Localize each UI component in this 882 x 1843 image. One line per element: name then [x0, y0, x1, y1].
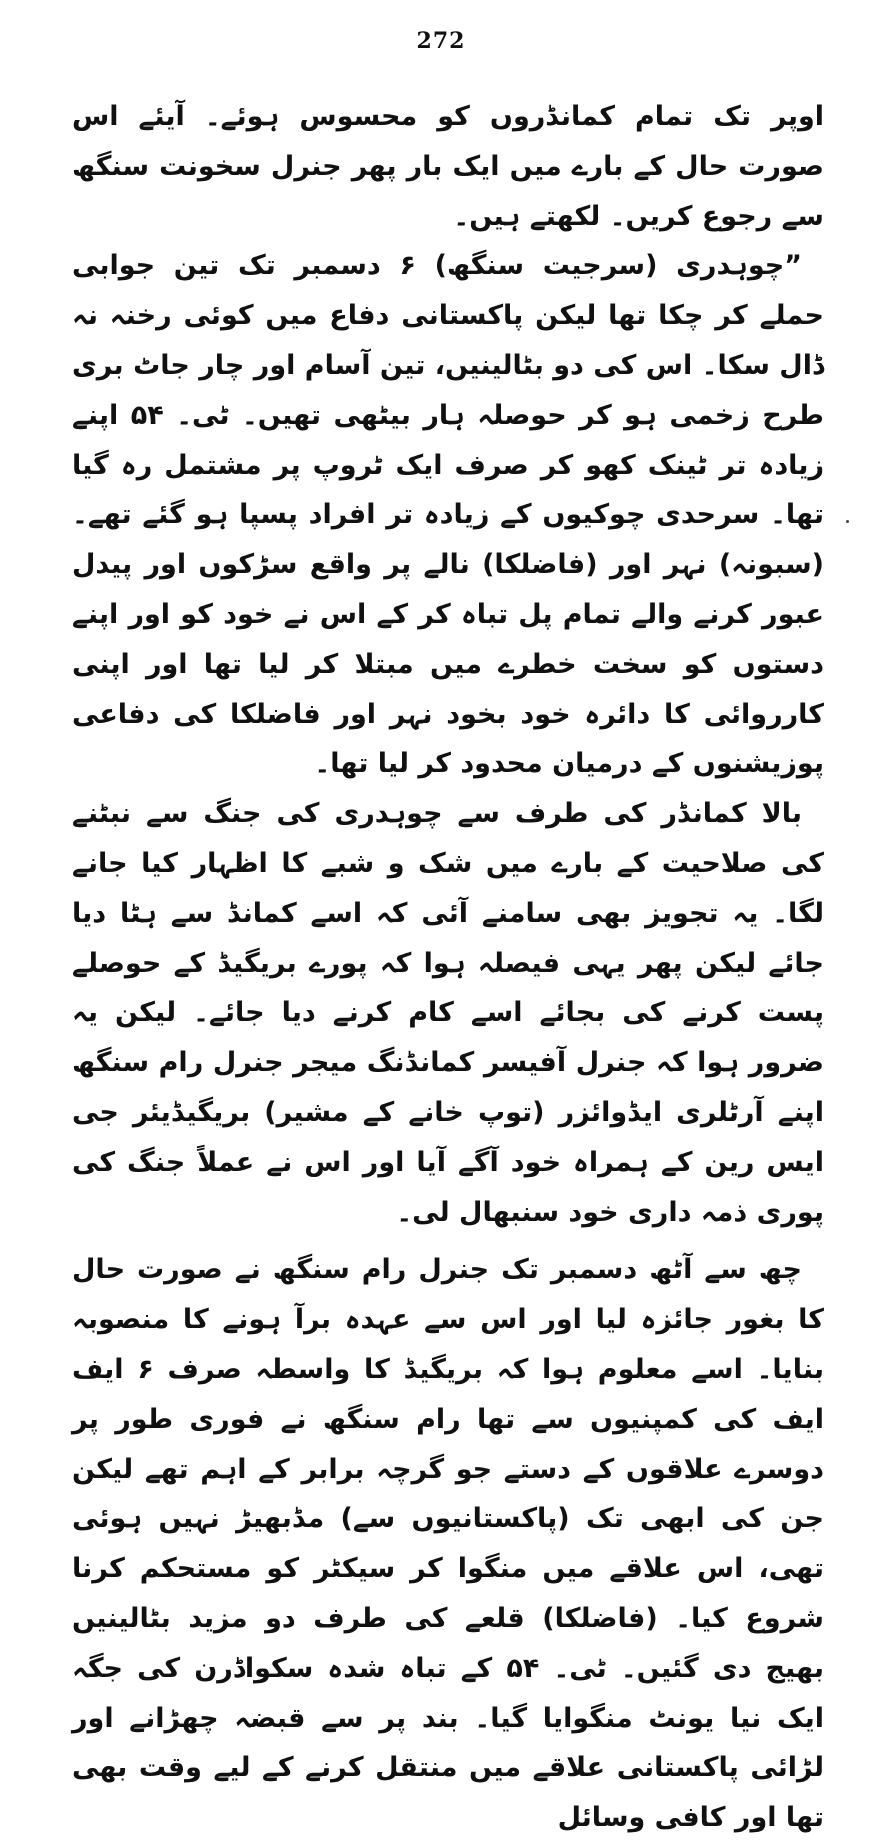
- paragraph-ram-singh-plan: چھ سے آٹھ دسمبر تک جنرل رام سنگھ نے صورت حال کا بغور جائزہ لیا اور اس سے عہدہ برآ ہونے کا منصوبہ بنایا۔ اسے معلوم ہوا کہ بریگیڈ کا واسطہ صرف ۶ ایف ایف کی کمپنیوں سے تھا رام سنگھ نے فوری طور پر دوسرے علاقوں کے دستے جو گرچہ برابر کے اہم تھے لیکن جن کی ابھی تک (پاکستانیوں سے) مڈبھیڑ نہیں ہوئی تھی، اس علاقے میں منگوا کر سیکٹر کو مستحکم کرنا شروع کیا۔ (فاضلکا) قلعے کی طرف دو مزید بٹالینیں بھیج دی گئیں۔ ٹی۔ ۵۴ کے تباہ شدہ سکواڈرن کی جگہ ایک نیا یونٹ منگوایا گیا۔ بند پر سے قبضہ چھڑانے اور لڑائی پاکستانی علاقے میں منتقل کرنے کے لیے وقت بھی تھا اور کافی وسائل: [72, 1254, 824, 1834]
- scan-speck: [846, 520, 849, 523]
- page-number: 272: [416, 28, 466, 54]
- paragraph-intro: اوپر تک تمام کمانڈروں کو محسوس ہوئے۔ آیئے اس صورت حال کے بارے میں ایک بار پھر جنرل سخونت سنگھ سے رجوع کریں۔ لکھتے ہیں۔: [72, 101, 824, 232]
- paragraph-command-doubt: بالا کمانڈر کی طرف سے چوہدری کی جنگ سے نبٹنے کی صلاحیت کے بارے میں شک و شبے کا اظہار کیا جانے لگا۔ یہ تجویز بھی سامنے آئی کہ اسے کمانڈ سے ہٹا دیا جائے لیکن پھر یہی فیصلہ ہوا کہ پورے بریگیڈ کے حوصلے پست کرنے کی بجائے اسے کام کرنے دیا جائے۔ لیکن یہ ضرور ہوا کہ جنرل آفیسر کمانڈنگ میجر جنرل رام سنگھ اپنے آرٹلری ایڈوائزر (توپ خانے کے مشیر) بریگیڈیئر جی ایس رین کے ہمراہ خود آگے آیا اور اس نے عملاً جنگ کی پوری ذمہ داری خود سنبھال لی۔: [72, 798, 824, 1228]
- page-text: [72, 92, 824, 1843]
- paragraph-quote-start: ”چوہدری (سرجیت سنگھ) ۶ دسمبر تک تین جوابی حملے کر چکا تھا لیکن پاکستانی دفاع میں کوئی رخنہ نہ ڈال سکا۔ اس کی دو بٹالینیں، تین آسام اور چار جاٹ بری طرح زخمی ہو کر حوصلہ ہار بیٹھی تھیں۔ ٹی۔ ۵۴ اپنے زیادہ تر ٹینک کھو کر صرف ایک ٹروپ پر مشتمل رہ گیا تھا۔ سرحدی چوکیوں کے زیادہ تر افراد پسپا ہو گئے تھے۔ (سبونہ) نہر اور (فاضلکا) نالے پر واقع سڑکوں اور پیدل عبور کرنے والے تمام پل تباہ کر کے اس نے خود کو اور اپنے دستوں کو سخت خطرے میں مبتلا کر لیا تھا اور اپنی کارروائی کا دائرہ خود بخود نہر اور فاضلکا کی دفاعی پوزیشنوں کے درمیان محدود کر لیا تھا۔: [72, 250, 824, 780]
